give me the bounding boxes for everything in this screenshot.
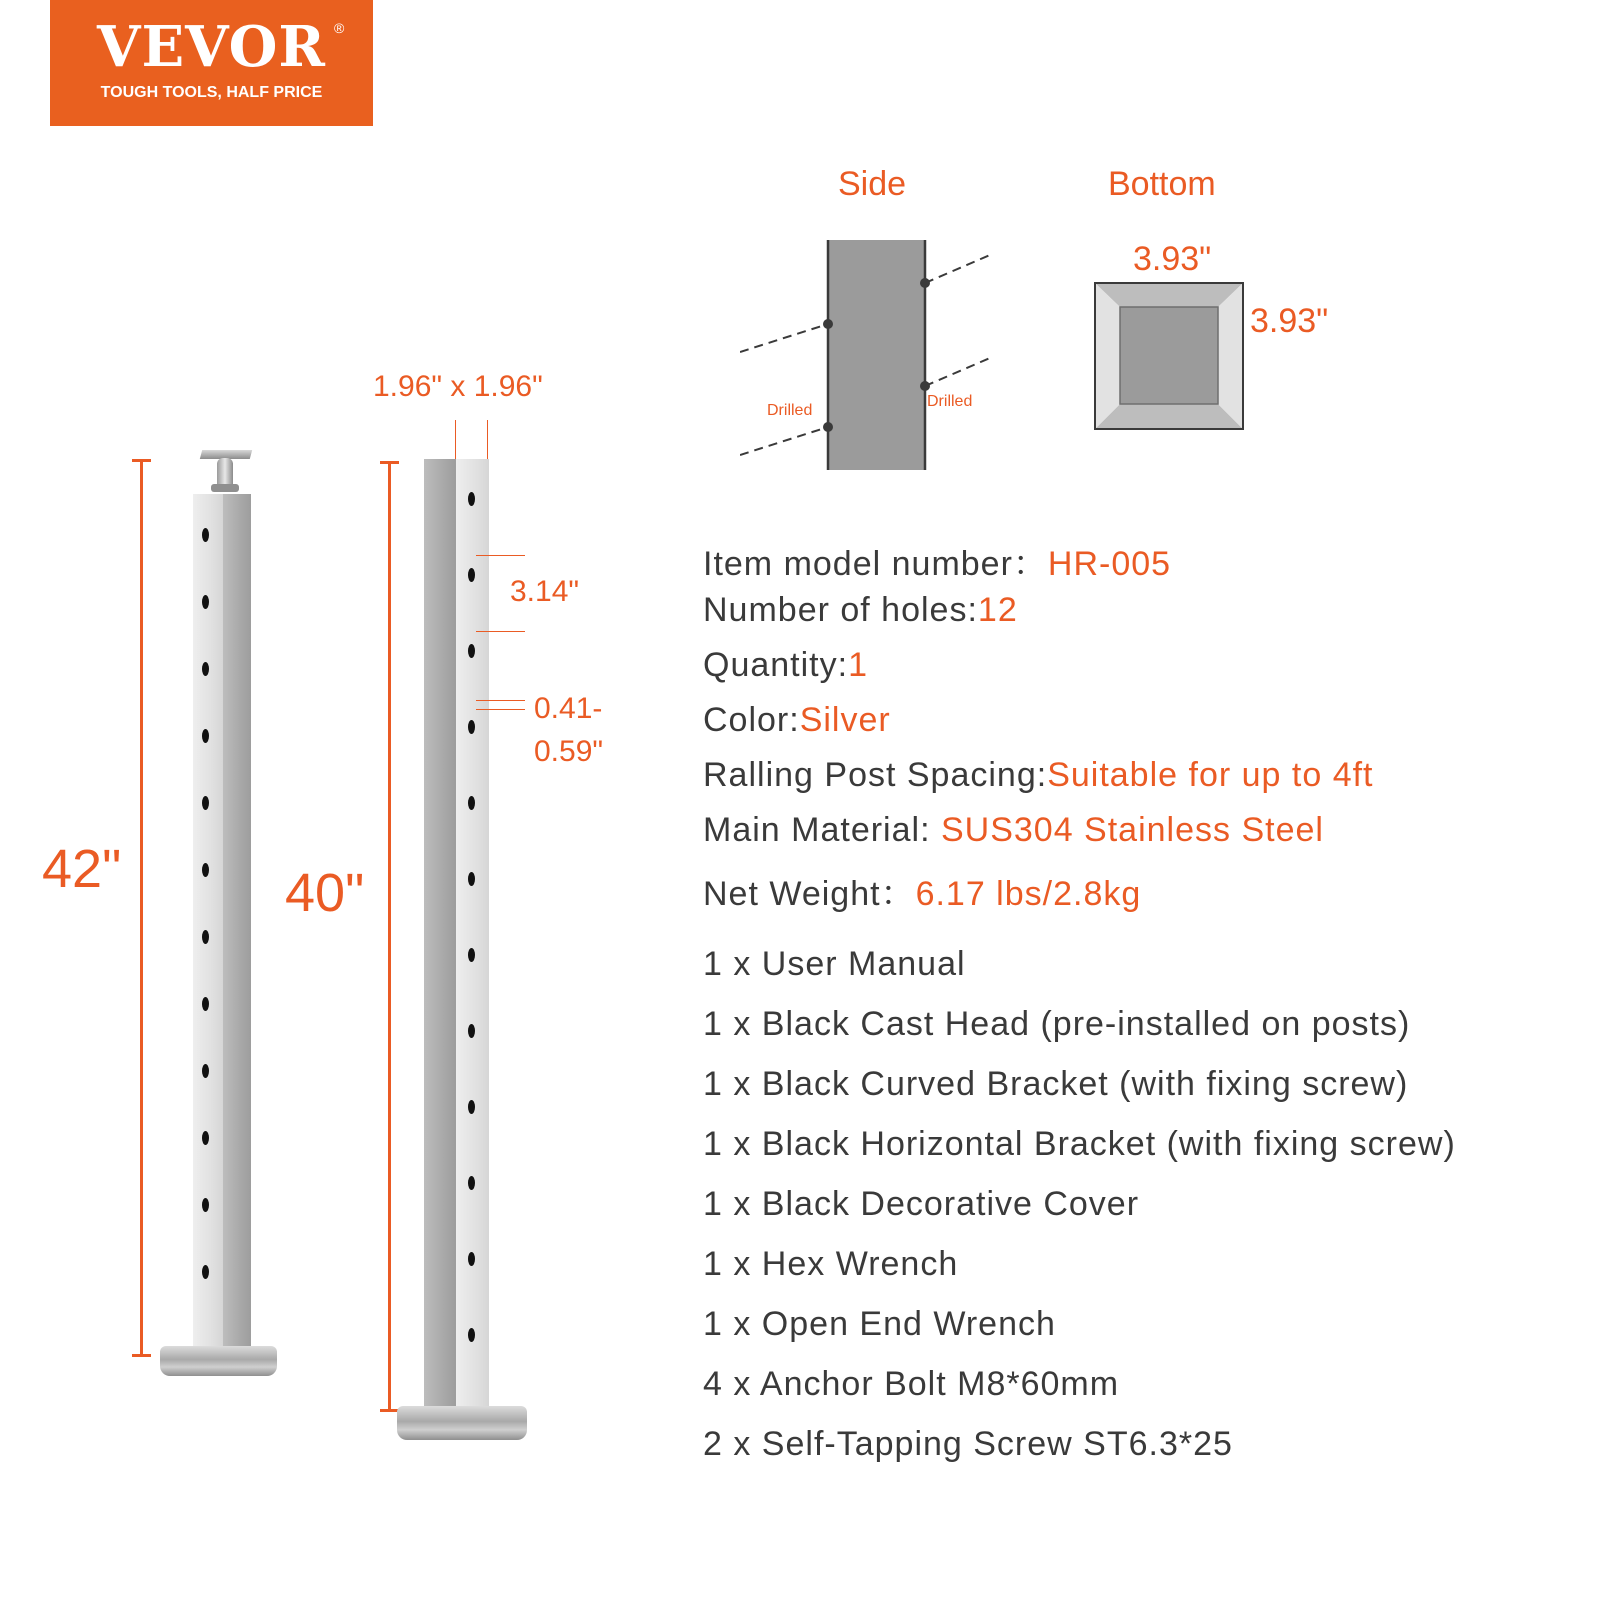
dimension-tick xyxy=(132,459,151,462)
hole-size-guide-bottom xyxy=(476,709,525,710)
post-40-side-face xyxy=(424,459,456,1419)
post-42-side-face xyxy=(223,494,251,1366)
hole-size-label-line1: 0.41- xyxy=(534,692,603,725)
package-item: 1 x Black Cast Head (pre-installed on posts) xyxy=(703,1005,1411,1043)
height-dimension-line-42 xyxy=(140,459,143,1356)
bottom-view-diagram xyxy=(1094,282,1244,430)
brand-logo xyxy=(50,0,373,126)
package-item: 1 x Black Curved Bracket (with fixing screw) xyxy=(703,1065,1409,1103)
cross-section-label: 1.96" x 1.96" xyxy=(373,370,543,403)
brand-name: VEVOR xyxy=(97,14,326,80)
package-item: 1 x Black Horizontal Bracket (with fixing screw) xyxy=(703,1125,1456,1163)
package-item: 4 x Anchor Bolt M8*60mm xyxy=(703,1365,1120,1403)
drilled-label-right: Drilled xyxy=(927,393,973,410)
spacing-guide-top xyxy=(476,555,525,556)
base-height-label: 3.93" xyxy=(1250,302,1329,340)
dimension-tick xyxy=(132,1354,151,1357)
spec-color: Color:Silver xyxy=(703,701,891,739)
post-42-base-plate xyxy=(160,1346,277,1376)
spacing-guide-bottom xyxy=(476,631,525,632)
side-view-diagram xyxy=(740,230,1000,475)
side-diagram-title: Side xyxy=(838,165,907,203)
brand-tagline: TOUGH TOOLS, HALF PRICE xyxy=(100,84,323,101)
registered-mark: ® xyxy=(334,20,345,36)
hole-size-guide-top xyxy=(476,700,525,701)
bottom-diagram-title: Bottom xyxy=(1108,165,1216,203)
package-item: 1 x Open End Wrench xyxy=(703,1305,1056,1343)
spec-net-weight: Net Weight：6.17 lbs/2.8kg xyxy=(703,875,1142,913)
dimension-tick xyxy=(380,461,399,464)
package-item: 1 x User Manual xyxy=(703,945,966,983)
spec-quantity: Quantity:1 xyxy=(703,646,868,684)
base-width-label: 3.93" xyxy=(1133,240,1212,278)
height-label-42: 42" xyxy=(42,839,122,899)
package-item: 1 x Hex Wrench xyxy=(703,1245,959,1283)
drilled-label-left: Drilled xyxy=(767,402,813,419)
post-40-base-plate xyxy=(397,1406,527,1440)
package-item: 2 x Self-Tapping Screw ST6.3*25 xyxy=(703,1425,1233,1463)
hole-spacing-label: 3.14" xyxy=(510,575,580,608)
package-item: 1 x Black Decorative Cover xyxy=(703,1185,1140,1223)
spec-model-number: Item model number：HR-005 xyxy=(703,545,1172,583)
cast-head-bracket xyxy=(193,450,263,495)
spec-number-of-holes: Number of holes:12 xyxy=(703,591,1018,629)
post-42-front-face xyxy=(193,494,223,1366)
hole-size-label-line2: 0.59" xyxy=(534,735,604,768)
height-dimension-line-40 xyxy=(388,461,391,1411)
spec-main-material: Main Material: SUS304 Stainless Steel xyxy=(703,811,1324,849)
post-40-front-face xyxy=(456,459,489,1419)
height-label-40: 40" xyxy=(285,863,365,923)
spec-post-spacing: Ralling Post Spacing:Suitable for up to 4ft xyxy=(703,756,1374,794)
